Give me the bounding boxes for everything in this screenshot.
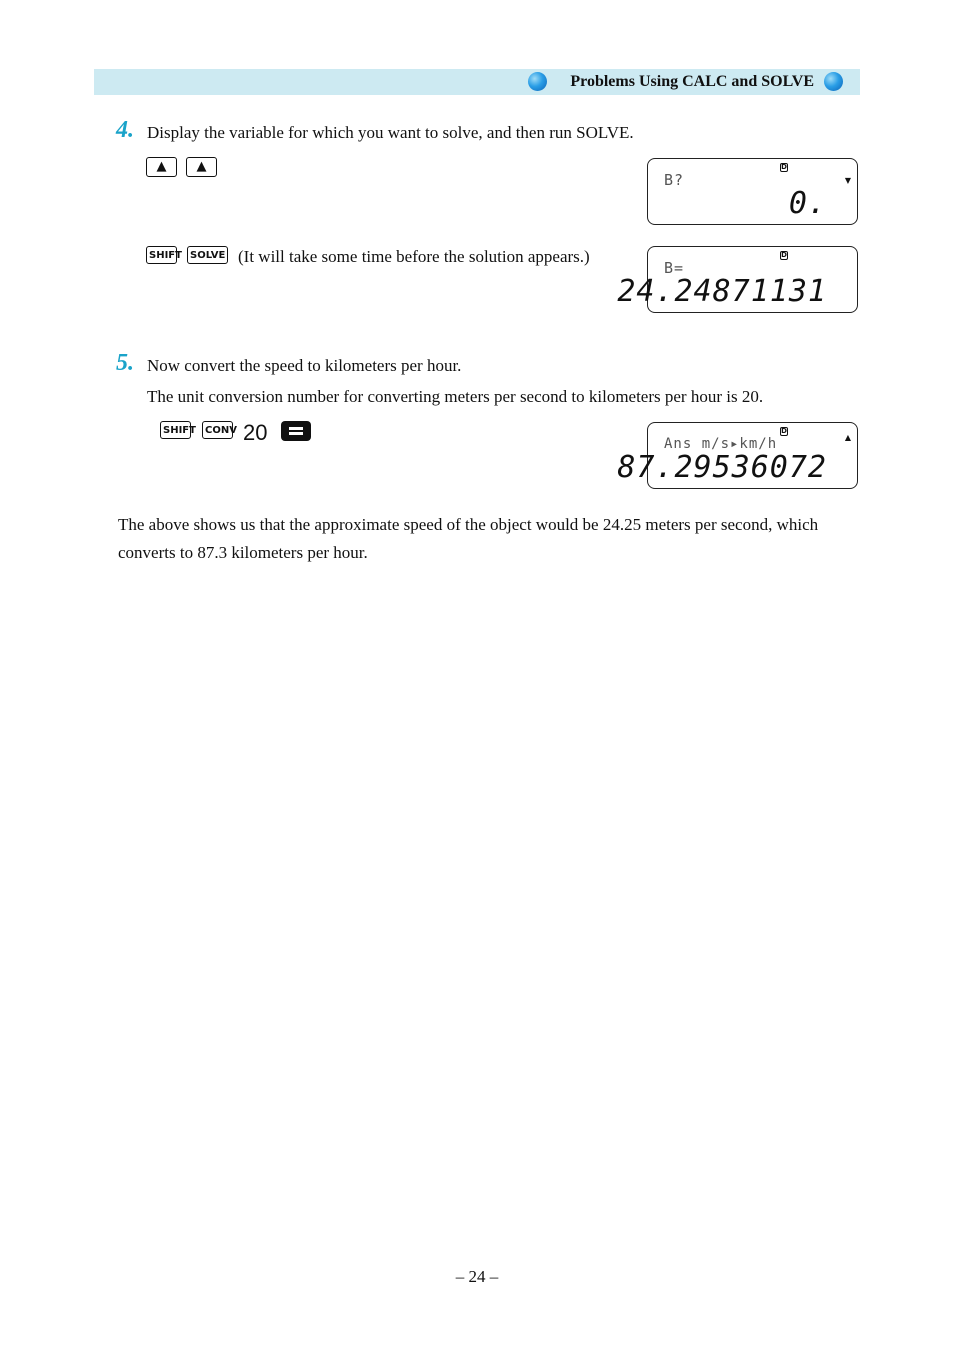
bullet-icon: [824, 72, 843, 91]
step-text: Display the variable for which you want to solve, and then run SOLVE.: [147, 123, 634, 142]
deg-indicator: D: [781, 427, 787, 435]
shift-key: SHIFT: [160, 421, 191, 439]
conv-key: CONV: [202, 421, 233, 439]
display-input-line: B=: [664, 259, 685, 277]
conclusion-paragraph: The above shows us that the approximate speed of the object would be 24.25 meters per second, which converts to 87.3 kilometers per hour.: [118, 515, 819, 562]
deg-indicator: D: [781, 163, 787, 171]
shift-key: SHIFT: [146, 246, 177, 264]
step-number: 5.: [116, 350, 134, 376]
up-key: ▲: [186, 157, 217, 177]
display-result-line: 87.29536072: [617, 450, 827, 485]
display-input-line: B?: [664, 171, 685, 189]
step-number: 4.: [116, 117, 134, 143]
deg-indicator: D: [781, 251, 787, 259]
calculator-display: [617, 422, 858, 489]
display-input-line: Ans m/s▸km/h: [664, 436, 778, 452]
display-result-line: 24.24871131: [617, 274, 827, 309]
solve-key: SOLVE: [187, 246, 228, 264]
up-arrow-icon: ▲: [844, 433, 851, 442]
calculator-display: [617, 246, 858, 313]
up-key: ▲: [146, 157, 177, 177]
bullet-icon: [528, 72, 547, 91]
display-result-line: 0.: [788, 186, 827, 221]
step-note: (It will take some time before the solution appears.): [238, 247, 590, 266]
equals-key: [281, 421, 311, 441]
entry-value: 20: [243, 420, 268, 445]
step-text: The unit conversion number for converting meters per second to kilometers per hour is 20.: [147, 387, 764, 406]
down-arrow-icon: ▼: [844, 176, 851, 185]
calculator-display: [647, 158, 858, 225]
header-bar: [94, 69, 860, 95]
section-title: Problems Using CALC and SOLVE: [570, 73, 814, 90]
step-text: Now convert the speed to kilometers per hour.: [147, 356, 462, 375]
page-number: – 24 –: [455, 1267, 499, 1286]
